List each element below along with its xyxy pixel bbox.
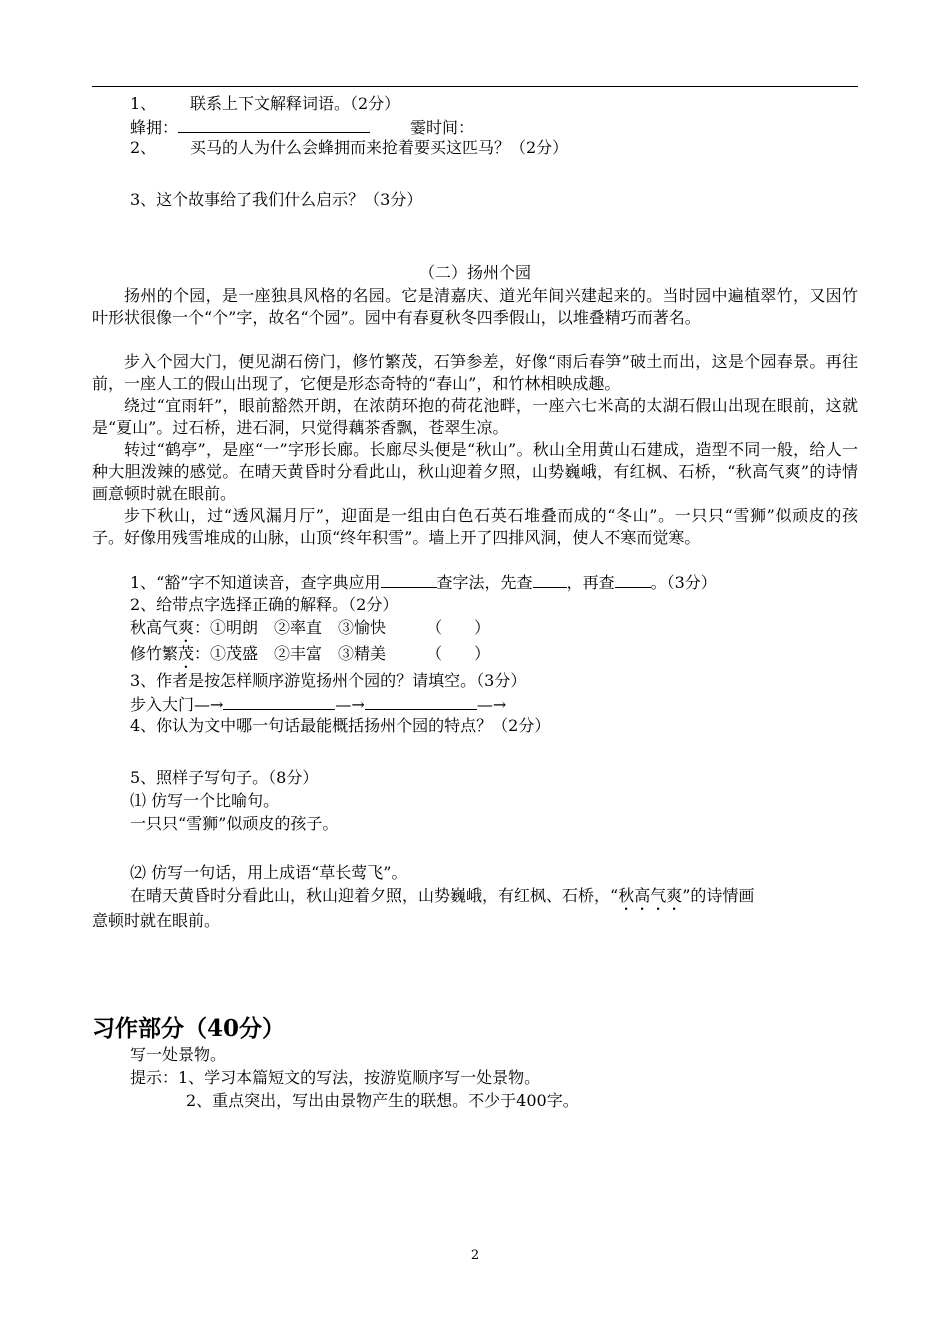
example-text-a2: 在晴天黄昏时分看此山，秋山迎着夕照，山势巍峨，有红枫、石桥，“ — [130, 886, 619, 905]
passage-paragraph-4: 转过“鹤亭”，是座“一”字形长廊。长廊尽头便是“秋山”。秋山全用黄山石建成，造型不同一般，给人一种大胆泼辣的感觉。在晴天黄昏时分看此山，秋山迎着夕照，山势巍峨，有红枫、石桥，“秋高气爽”的诗情画意顿时就在眼前。 — [92, 440, 858, 503]
item2-word: 修竹繁 — [130, 644, 179, 663]
p1-question-1 — [130, 93, 400, 115]
term-fengyong: 蜂拥： — [130, 118, 179, 137]
p2-q5-sub-2-example-line — [130, 885, 754, 914]
p2-q5-sub-1-example: 一只只“雪狮”似顽皮的孩子。 — [130, 814, 339, 833]
p2-question-2: 2、给带点字选择正确的解释。（2分） — [130, 595, 399, 614]
answer-blank-then[interactable] — [615, 571, 651, 588]
p2-q5-sub-2-example-cont: 意顿时就在眼前。 — [92, 911, 221, 930]
p2-q1-text-a: 1、“豁”字不知道读音，查字典应用 — [130, 573, 381, 592]
answer-blank-method[interactable] — [381, 571, 437, 588]
passage-paragraph-1: 扬州的个园，是一座独具风格的名园。它是清嘉庆、道光年间兴建起来的。当时园中遍植翠竹，又因竹叶形状很像一个“个”字，故名“个园”。园中有春夏秋冬四季假山，以堆叠精巧而著名。 — [92, 286, 858, 327]
sequence-start: 步入大门 — [130, 695, 195, 714]
term-shashijian: 霎时间： — [410, 118, 475, 137]
composition-task: 写一处景物。 — [130, 1045, 227, 1064]
example-dotted-phrase: 秋高气爽 — [618, 886, 683, 905]
sequence-blank-1[interactable] — [223, 693, 335, 710]
p2-q2-item-2 — [130, 643, 491, 672]
p1-q1-text: 联系上下文解释词语。（2分） — [190, 94, 401, 113]
page-number: 2 — [470, 1248, 480, 1263]
p2-q2-item-1 — [130, 617, 491, 646]
p1-q1-number: 1、 — [130, 94, 157, 113]
p2-question-3: 3、作者是按怎样顺序游览扬州个园的？请填空。（3分） — [130, 671, 527, 690]
sequence-arrow-3: —→ — [476, 695, 507, 714]
p2-q3-sequence — [130, 693, 506, 716]
example-text-b: ”的诗情画 — [682, 886, 755, 905]
composition-hint-1: 提示：1、学习本篇短文的写法，按游览顺序写一处景物。 — [130, 1068, 541, 1087]
item2-colon: ： — [194, 644, 211, 663]
p2-q1-text-d: 。（3分） — [650, 573, 717, 592]
sequence-arrow-2: —→ — [335, 695, 365, 714]
answer-blank-fengyong[interactable] — [178, 116, 370, 133]
p2-q5-sub-2: ⑵ 仿写一句话，用上成语“草长莺飞”。 — [130, 863, 408, 882]
p2-question-1 — [130, 571, 717, 594]
p1-q2-number: 2、 — [130, 138, 157, 157]
item1-dotted-char: 爽 — [178, 618, 195, 637]
item2-answer-paren[interactable]: （ ） — [426, 644, 491, 663]
item1-answer-paren[interactable]: （ ） — [426, 618, 491, 637]
p2-question-4: 4、你认为文中哪一句话最能概括扬州个园的特点？（2分） — [130, 716, 551, 735]
p1-question-3: 3、这个故事给了我们什么启示？（3分） — [130, 190, 423, 209]
answer-blank-first[interactable] — [533, 571, 567, 588]
sequence-arrow-1: —→ — [194, 695, 224, 714]
sequence-blank-2[interactable] — [365, 693, 477, 710]
passage-title: （二）扬州个园 — [418, 263, 531, 282]
item2-dotted-char: 茂 — [178, 644, 195, 663]
p2-q5-sub-1: ⑴ 仿写一个比喻句。 — [130, 791, 280, 810]
passage-paragraph-5: 步下秋山，过“透风漏月厅”，迎面是一组由白色石英石堆叠而成的“冬山”。一只只“雪狮”似顽皮的孩子。好像用残雪堆成的山脉，山顶“终年积雪”。墙上开了四排风洞，使人不寒而觉寒。 — [92, 506, 858, 547]
p2-q1-text-c: ，再查 — [566, 573, 615, 592]
p1-q2-text: 买马的人为什么会蜂拥而来抢着要买这匹马？（2分） — [190, 138, 569, 157]
p2-question-5: 5、照样子写句子。（8分） — [130, 768, 319, 787]
composition-heading: 习作部分（40分） — [92, 1015, 286, 1042]
item1-options: ①明朗 ②率直 ③愉快 — [210, 618, 387, 637]
passage-paragraph-2: 步入个园大门，便见湖石傍门，修竹繁茂，石笋参差，好像“雨后春笋”破土而出，这是个园春景。再往前，一座人工的假山出现了，它便是形态奇特的“春山”，和竹林相映成趣。 — [92, 352, 858, 393]
p1-q1-terms — [130, 116, 474, 139]
item1-word: 秋高气 — [130, 618, 179, 637]
passage-paragraph-3: 绕过“宜雨轩”，眼前豁然开朗，在浓荫环抱的荷花池畔，一座六七米高的太湖石假山出现在眼前，这就是“夏山”。过石桥，进石洞，只觉得藕茶香飘，苍翠生凉。 — [92, 396, 858, 437]
header-rule — [92, 86, 858, 87]
composition-hint-2: 2、重点突出，写出由景物产生的联想。不少于400字。 — [186, 1091, 579, 1110]
p1-question-2 — [130, 137, 568, 159]
item1-colon: ： — [194, 618, 211, 637]
item2-options: ①茂盛 ②丰富 ③精美 — [210, 644, 387, 663]
p2-q1-text-b: 查字法，先查 — [436, 573, 533, 592]
